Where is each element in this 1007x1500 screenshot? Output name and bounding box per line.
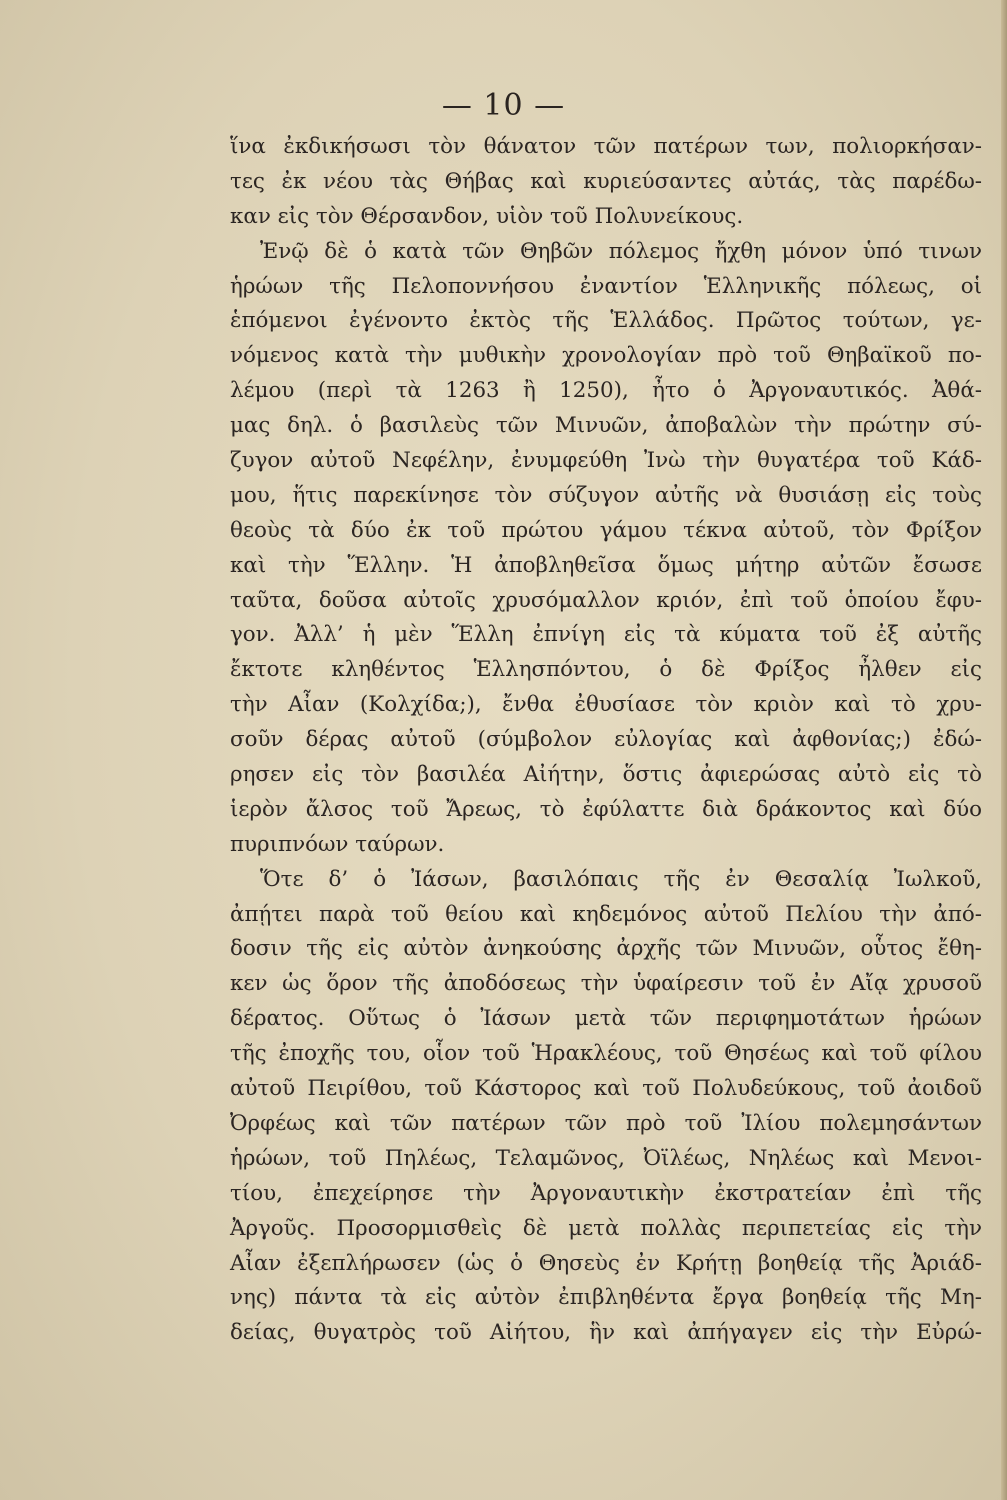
- text-line: τῆς ἐποχῆς του, οἷον τοῦ Ἡρακλέους, τοῦ Θησέως καὶ τοῦ φίλου: [230, 1041, 982, 1067]
- text-line: λέμου (περὶ τὰ 1263 ἢ 1250), ἦτο ὁ Ἀργοναυτικός. Ἀθά-: [230, 378, 982, 404]
- text-line: τὴν Αἶαν (Κολχίδα;), ἔνθα ἐθυσίασε τὸν κριὸν καὶ τὸ χρυ-: [230, 692, 982, 718]
- page-number: — 10 —: [441, 88, 566, 123]
- text-line: νόμενος κατὰ τὴν μυθικὴν χρονολογίαν πρὸ τοῦ Θηβαϊκοῦ πο-: [230, 343, 982, 369]
- text-line: μου, ἥτις παρεκίνησε τὸν σύζυγον αὐτῆς νὰ θυσιάσῃ εἰς τοὺς: [230, 482, 982, 508]
- text-line: Ἀργοῦς. Προσορμισθεὶς δὲ μετὰ πολλὰς περιπετείας εἰς τὴν: [230, 1215, 982, 1241]
- text-line: Ἐνῷ δὲ ὁ κατὰ τῶν Θηβῶν πόλεμος ἤχθη μόνον ὑπό τινων: [260, 238, 982, 264]
- text-line: ἡρώων τῆς Πελοποννήσου ἐναντίον Ἑλληνικῆς πόλεως, οἱ: [230, 273, 982, 299]
- text-line: τίου, ἐπεχείρησε τὴν Ἀργοναυτικὴν ἐκστρατείαν ἐπὶ τῆς: [230, 1180, 982, 1206]
- text-line: δείας, θυγατρὸς τοῦ Αἰήτου, ἣν καὶ ἀπήγαγεν εἰς τὴν Εὐρώ-: [230, 1320, 982, 1346]
- text-line: κεν ὡς ὅρον τῆς ἀποδόσεως τὴν ὑφαίρεσιν τοῦ ἐν Αἴᾳ χρυσοῦ: [230, 971, 982, 997]
- text-line: σοῦν δέρας αὐτοῦ (σύμβολον εὐλογίας καὶ ἀφθονίας;) ἐδώ-: [230, 727, 982, 753]
- text-line: θεοὺς τὰ δύο ἐκ τοῦ πρώτου γάμου τέκνα αὐτοῦ, τὸν Φρίξον: [230, 517, 982, 543]
- text-line: μας δηλ. ὁ βασιλεὺς τῶν Μινυῶν, ἀποβαλὼν τὴν πρώτην σύ-: [230, 413, 982, 439]
- text-line: Αἶαν ἐξεπλήρωσεν (ὡς ὁ Θησεὺς ἐν Κρήτῃ βοηθείᾳ τῆς Ἀριάδ-: [230, 1250, 982, 1276]
- text-line: ἔκτοτε κληθέντος Ἑλλησπόντου, ὁ δὲ Φρίξος ἦλθεν εἰς: [230, 657, 982, 683]
- text-line: ρησεν εἰς τὸν βασιλέα Αἰήτην, ὅστις ἀφιερώσας αὐτὸ εἰς τὸ: [230, 762, 982, 788]
- body-text: [230, 130, 982, 1351]
- text-line: πυριπνόων ταύρων.: [230, 831, 445, 857]
- text-line: αὐτοῦ Πειρίθου, τοῦ Κάστορος καὶ τοῦ Πολυδεύκους, τοῦ ἀοιδοῦ: [230, 1076, 982, 1102]
- text-line: νης) πάντα τὰ εἰς αὐτὸν ἐπιβληθέντα ἔργα βοηθείᾳ τῆς Μη-: [230, 1285, 982, 1311]
- text-line: γον. Ἀλλ’ ἡ μὲν Ἕλλη ἐπνίγη εἰς τὰ κύματα τοῦ ἐξ αὐτῆς: [230, 622, 982, 648]
- text-line: Ὅτε δ’ ὁ Ἰάσων, βασιλόπαις τῆς ἐν Θεσαλίᾳ Ἰωλκοῦ,: [260, 866, 982, 892]
- text-line: Ὀρφέως καὶ τῶν πατέρων τῶν πρὸ τοῦ Ἰλίου πολεμησάντων: [230, 1110, 982, 1136]
- text-line: ταῦτα, δοῦσα αὐτοῖς χρυσόμαλλον κριόν, ἐπὶ τοῦ ὁποίου ἔφυ-: [230, 587, 982, 613]
- page-edge: [1001, 0, 1007, 1500]
- text-line: ζυγον αὐτοῦ Νεφέλην, ἐνυμφεύθη Ἰνὼ τὴν θυγατέρα τοῦ Κάδ-: [230, 448, 982, 474]
- text-line: δοσιν τῆς εἰς αὐτὸν ἀνηκούσης ἀρχῆς τῶν Μινυῶν, οὗτος ἔθη-: [230, 936, 982, 962]
- text-line: ἑπόμενοι ἐγένοντο ἐκτὸς τῆς Ἑλλάδος. Πρῶτος τούτων, γε-: [230, 308, 982, 334]
- text-line: ἱερὸν ἄλσος τοῦ Ἄρεως, τὸ ἐφύλαττε διὰ δράκοντος καὶ δύο: [230, 796, 982, 822]
- text-line: ἡρώων, τοῦ Πηλέως, Τελαμῶνος, Ὀϊλέως, Νηλέως καὶ Μενοι-: [230, 1145, 982, 1171]
- text-line: ἀπῄτει παρὰ τοῦ θείου καὶ κηδεμόνος αὐτοῦ Πελίου τὴν ἀπό-: [230, 901, 982, 927]
- text-line: ἵνα ἐκδικήσωσι τὸν θάνατον τῶν πατέρων των, πολιορκήσαν-: [230, 134, 982, 159]
- text-line: δέρατος. Οὕτως ὁ Ἰάσων μετὰ τῶν περιφημοτάτων ἡρώων: [230, 1006, 982, 1032]
- text-line: καὶ τὴν Ἕλλην. Ἡ ἀποβληθεῖσα ὅμως μήτηρ αὐτῶν ἔσωσε: [230, 552, 982, 578]
- text-line: τες ἐκ νέου τὰς Θήβας καὶ κυριεύσαντες αὐτάς, τὰς παρέδω-: [230, 168, 982, 194]
- text-line: καν εἰς τὸν Θέρσανδον, υἱὸν τοῦ Πολυνείκους.: [230, 203, 744, 229]
